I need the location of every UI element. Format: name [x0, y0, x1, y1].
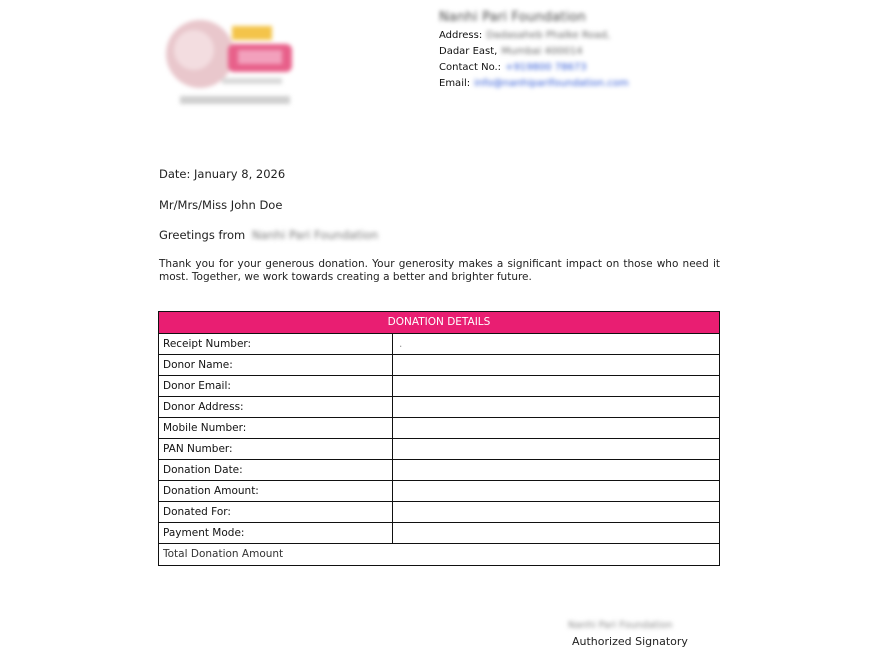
table-row: [159, 502, 719, 523]
contact-label: Contact No.:: [439, 62, 502, 73]
org-header: [439, 10, 629, 92]
row-label: Mobile Number:: [159, 418, 393, 438]
row-label: Receipt Number:: [159, 334, 393, 354]
row-value: [393, 376, 719, 396]
row-label: PAN Number:: [159, 439, 393, 459]
table-row: [159, 460, 719, 481]
table-row: [159, 334, 719, 355]
table-row: [159, 376, 719, 397]
address-label: Address:: [439, 30, 483, 41]
authorized-signatory: Authorized Signatory: [572, 635, 688, 648]
table-row: [159, 355, 719, 376]
address2-value: Mumbai 400014: [501, 46, 583, 57]
row-value: [393, 481, 719, 501]
salutation: Mr/Mrs/Miss John Doe: [159, 198, 283, 212]
row-value: [393, 355, 719, 375]
row-label: Donated For:: [159, 502, 393, 522]
table-row: [159, 439, 719, 460]
address-value: Dadasaheb Phalke Road,: [486, 30, 611, 41]
greeting-org: Nanhi Pari Foundation: [251, 228, 379, 242]
contact-link[interactable]: +919800 78673: [505, 62, 587, 73]
row-value: [393, 502, 719, 522]
row-value: [393, 523, 719, 543]
address-line-2: [439, 44, 629, 60]
greeting-prefix: Greetings from: [159, 228, 246, 242]
row-value: .: [399, 338, 403, 350]
email-link[interactable]: info@nanhiparifoundation.com: [474, 78, 629, 89]
signatory-org: Nanhi Pari Foundation: [568, 620, 673, 631]
email-label: Email:: [439, 78, 471, 89]
total-row: [159, 544, 719, 565]
row-label: Donor Email:: [159, 376, 393, 396]
row-value: [393, 397, 719, 417]
row-label: Payment Mode:: [159, 523, 393, 543]
table-row: [159, 481, 719, 502]
row-value: [393, 460, 719, 480]
row-label: Donation Amount:: [159, 481, 393, 501]
row-value: [393, 439, 719, 459]
contact-line: [439, 60, 629, 76]
table-row: [159, 418, 719, 439]
greeting: [159, 228, 378, 242]
table-title: DONATION DETAILS: [159, 312, 719, 334]
address2-label: Dadar East,: [439, 46, 498, 57]
address-line: [439, 28, 629, 44]
row-label: Donation Date:: [159, 460, 393, 480]
email-line: [439, 76, 629, 92]
total-label: Total Donation Amount: [163, 548, 284, 560]
donation-details-table: [158, 311, 720, 566]
org-name: Nanhi Pari Foundation: [439, 10, 586, 25]
row-label: Donor Name:: [159, 355, 393, 375]
table-row: [159, 397, 719, 418]
table-row: [159, 523, 719, 544]
row-value: [393, 418, 719, 438]
thank-you-paragraph: Thank you for your generous donation. Your generosity makes a significant impact on those who need it most. Together, we work towards creating a better and brighter future.: [159, 258, 720, 283]
foundation-logo: [152, 4, 312, 116]
letter-date: Date: January 8, 2026: [159, 167, 286, 181]
row-label: Donor Address:: [159, 397, 393, 417]
